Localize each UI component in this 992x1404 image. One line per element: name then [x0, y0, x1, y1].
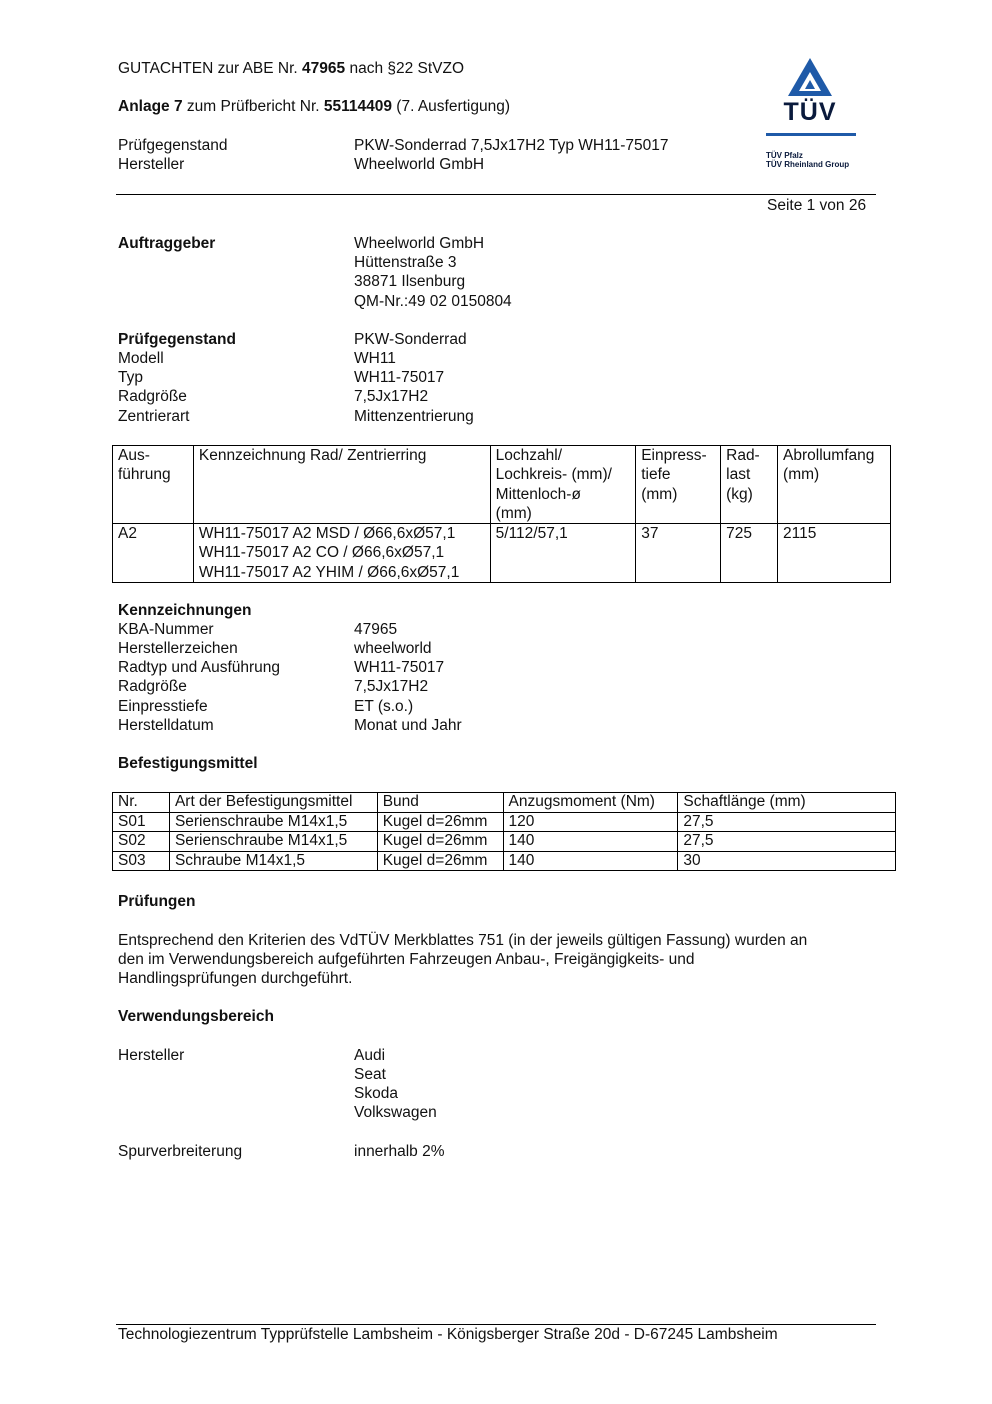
- radtyp-value: WH11-75017: [354, 659, 445, 676]
- cell-anzugsmoment: 120: [503, 812, 678, 832]
- header-hersteller-label: Hersteller: [118, 156, 185, 173]
- col-header-radlast: Rad- last (kg): [721, 446, 778, 524]
- cell-schaftlaenge: 27,5: [678, 832, 896, 852]
- tuv-triangle-icon: [760, 56, 860, 100]
- header-anlage: [118, 97, 510, 117]
- cell-schaftlaenge: 27,5: [678, 812, 896, 832]
- cell-art: Serienschraube M14x1,5: [169, 812, 377, 832]
- modell-label: Modell: [118, 350, 164, 367]
- anlage-suffix: (7. Ausfertigung): [391, 98, 511, 115]
- header-divider: [116, 194, 876, 195]
- wheel-table: [112, 445, 891, 583]
- cell-nr: S02: [113, 832, 170, 852]
- radtyp-label: Radtyp und Ausführung: [118, 659, 281, 676]
- einpresstiefe-label: Einpresstiefe: [118, 698, 208, 715]
- cell-schaftlaenge: 30: [678, 851, 896, 871]
- cell-anzugsmoment: 140: [503, 832, 678, 852]
- page-number: Seite 1 von 26: [767, 197, 867, 214]
- vehicle-manufacturer: Skoda: [354, 1085, 398, 1102]
- tuv-sub2: TÜV Rheinland Group: [766, 160, 850, 169]
- anlage-label: Anlage 7: [118, 98, 183, 115]
- col-header-schaftlaenge: Schaftlänge (mm): [678, 793, 896, 813]
- header-pruefgegenstand-value: PKW-Sonderrad 7,5Jx17H2 Typ WH11-75017: [354, 137, 669, 154]
- col-header-anzugsmoment: Anzugsmoment (Nm): [503, 793, 678, 813]
- cell-bund: Kugel d=26mm: [377, 812, 503, 832]
- vehicle-manufacturer: Seat: [354, 1066, 386, 1083]
- auftraggeber-line: Wheelworld GmbH: [354, 235, 485, 252]
- auftraggeber-label: Auftraggeber: [118, 235, 216, 252]
- cell-nr: S01: [113, 812, 170, 832]
- header-pruefgegenstand-label: Prüfgegenstand: [118, 137, 228, 154]
- cell-bund: Kugel d=26mm: [377, 851, 503, 871]
- pruefgegenstand-label: Prüfgegenstand: [118, 331, 236, 348]
- wheel-table-header: [113, 446, 891, 524]
- kba-label: KBA-Nummer: [118, 621, 214, 638]
- col-header-ausfuehrung: Aus- führung: [113, 446, 194, 524]
- col-header-bund: Bund: [377, 793, 503, 813]
- befestigung-table: [112, 792, 896, 871]
- kba-value: 47965: [354, 621, 398, 638]
- col-header-lochzahl: Lochzahl/ Lochkreis- (mm)/ Mittenloch-ø (mm): [490, 446, 636, 524]
- spurverbreiterung-label: Spurverbreiterung: [118, 1143, 243, 1160]
- pruefungen-text-line: Entsprechend den Kriterien des VdTÜV Merkblattes 751 (in der jeweils gültigen Fassung) wurden an: [118, 932, 808, 949]
- spurverbreiterung-value: innerhalb 2%: [354, 1143, 445, 1160]
- cell-nr: S03: [113, 851, 170, 871]
- anlage-mid: zum Prüfbericht Nr.: [182, 98, 324, 115]
- modell-value: WH11: [354, 350, 396, 367]
- befestigung-title: Befestigungsmittel: [118, 755, 258, 772]
- table-row: [113, 832, 896, 852]
- cell-abrollumfang: 2115: [778, 524, 891, 583]
- col-header-nr: Nr.: [113, 793, 170, 813]
- tuv-sub1: TÜV Pfalz: [766, 151, 803, 160]
- header-title-suffix: nach §22 StVZO: [345, 60, 465, 77]
- vehicle-manufacturer: Volkswagen: [354, 1104, 437, 1121]
- pruefungen-title: Prüfungen: [118, 893, 196, 910]
- cell-radlast: 725: [721, 524, 778, 583]
- col-header-kennzeichnung: Kennzeichnung Rad/ Zentrierring: [193, 446, 490, 524]
- herstelldatum-label: Herstelldatum: [118, 717, 214, 734]
- typ-label: Typ: [118, 369, 143, 386]
- table-row: [113, 851, 896, 871]
- cell-art: Serienschraube M14x1,5: [169, 832, 377, 852]
- pruefgegenstand-value: PKW-Sonderrad: [354, 331, 467, 348]
- col-header-art: Art der Befestigungsmittel: [169, 793, 377, 813]
- tuv-bar: [766, 133, 856, 136]
- zentrierart-label: Zentrierart: [118, 408, 190, 425]
- col-header-einpresstiefe: Einpress- tiefe (mm): [636, 446, 721, 524]
- pruefbericht-number: 55114409: [323, 98, 392, 115]
- verwendung-title: Verwendungsbereich: [118, 1008, 274, 1025]
- col-header-abrollumfang: Abrollumfang (mm): [778, 446, 891, 524]
- cell-anzugsmoment: 140: [503, 851, 678, 871]
- radgroesse2-label: Radgröße: [118, 678, 187, 695]
- herstellerzeichen-label: Herstellerzeichen: [118, 640, 238, 657]
- cell-ausfuehrung: A2: [113, 524, 194, 583]
- header-title-prefix: GUTACHTEN zur ABE Nr.: [118, 60, 303, 77]
- typ-value: WH11-75017: [354, 369, 445, 386]
- einpresstiefe-value: ET (s.o.): [354, 698, 414, 715]
- vehicle-manufacturer: Audi: [354, 1047, 386, 1064]
- footer-text: Technologiezentrum Typprüfstelle Lambsheim - Königsberger Straße 20d - D-67245 Lambsheim: [118, 1326, 778, 1343]
- auftraggeber-line: 38871 Ilsenburg: [354, 273, 466, 290]
- auftraggeber-line: QM-Nr.:49 02 0150804: [354, 293, 512, 310]
- kennzeichnungen-title: Kennzeichnungen: [118, 602, 252, 619]
- auftraggeber-line: Hüttenstraße 3: [354, 254, 457, 271]
- cell-bund: Kugel d=26mm: [377, 832, 503, 852]
- table-row: [113, 812, 896, 832]
- radgroesse-value: 7,5Jx17H2: [354, 388, 429, 405]
- zentrierart-value: Mittenzentrierung: [354, 408, 474, 425]
- radgroesse2-value: 7,5Jx17H2: [354, 678, 429, 695]
- tuv-logo: [760, 56, 860, 174]
- verwendung-hersteller-label: Hersteller: [118, 1047, 185, 1064]
- herstelldatum-value: Monat und Jahr: [354, 717, 462, 734]
- pruefungen-text-line: Handlingsprüfungen durchgeführt.: [118, 970, 353, 987]
- cell-einpresstiefe: 37: [636, 524, 721, 583]
- pruefungen-text-line: den im Verwendungsbereich aufgeführten Fahrzeugen Anbau-, Freigängigkeits- und: [118, 951, 695, 968]
- befestigung-table-header: [113, 793, 896, 813]
- table-row: [113, 524, 891, 583]
- abe-number: 47965: [302, 60, 346, 77]
- header-title: [118, 59, 464, 79]
- cell-art: Schraube M14x1,5: [169, 851, 377, 871]
- cell-lochzahl: 5/112/57,1: [490, 524, 636, 583]
- radgroesse-label: Radgröße: [118, 388, 187, 405]
- herstellerzeichen-value: wheelworld: [354, 640, 432, 657]
- tuv-wordmark: TÜV: [783, 98, 837, 126]
- cell-kennzeichnung: WH11-75017 A2 MSD / Ø66,6xØ57,1 WH11-75017 A2 CO / Ø66,6xØ57,1 WH11-75017 A2 YHIM / Ø66,6xØ57,1: [193, 524, 490, 583]
- header-hersteller-value: Wheelworld GmbH: [354, 156, 485, 173]
